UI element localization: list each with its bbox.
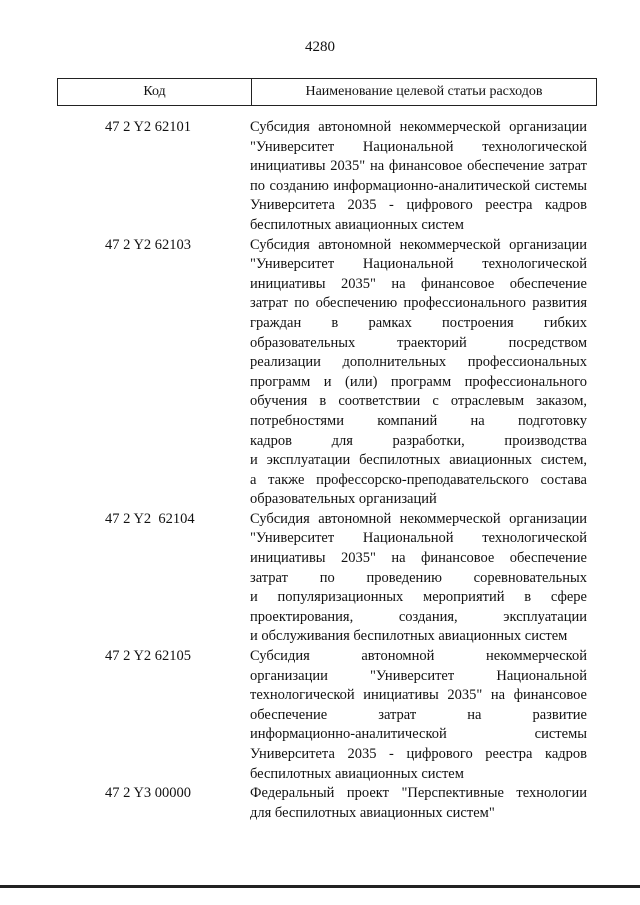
description-line: "Университет Национальной технологической [250,256,587,273]
header-code-column: Код [58,79,252,105]
description-line: кадров для разработки, производства [250,432,587,449]
description-line: инициативы 2035" на финансовое обеспечение [250,275,587,292]
description-line: реализации дополнительных профессиональных [250,354,587,371]
description-line: "Университет Национальной технологической [250,530,587,547]
description-line: программ и (или) программ профессионального [250,373,587,390]
description-line: образовательных траекторий посредством [250,334,587,351]
table-row [0,236,640,510]
description-line: беспилотных авиационных систем [250,216,464,233]
description-line: беспилотных авиационных систем [250,765,464,782]
description-line: организации "Университет Национальной [250,667,587,684]
description-line: инициативы 2035" на финансовое обеспечение затрат [250,158,587,175]
row-code: 47 2 Y3 00000 [105,785,192,802]
row-description [250,784,587,823]
description-line: и обслуживания беспилотных авиационных систем [250,628,568,645]
row-description [250,236,587,510]
description-line: затрат по проведению соревновательных [250,569,587,586]
description-line: Федеральный проект "Перспективные технологии [250,785,587,802]
description-line: и популяризационных мероприятий в сфере [250,589,587,606]
row-code: 47 2 Y2 62103 [105,236,192,253]
description-line: Субсидия автономной некоммерческой [250,648,587,665]
description-line: по созданию информационно-аналитической системы [250,177,587,194]
description-line: информационно-аналитической системы [250,726,587,743]
description-line: Университета 2035 - цифрового реестра кадров [250,746,587,762]
row-code: 47 2 Y2 62105 [105,648,192,665]
description-line: проектирования, создания, эксплуатации [250,608,587,625]
row-description [250,510,587,647]
page-number: 4280 [305,39,335,55]
row-code: 47 2 Y2 62104 [105,510,195,527]
row-code: 47 2 Y2 62101 [105,119,192,135]
row-description [250,647,587,784]
description-line: и эксплуатации беспилотных авиационных систем, [250,452,587,469]
table-body [0,118,640,823]
description-line: граждан в рамках построения гибких [250,314,587,331]
scan-bottom-edge [0,885,640,888]
table-row [0,784,640,823]
description-line: Субсидия автономной некоммерческой организации [250,119,587,135]
description-line: затрат по обеспечению профессионального развития [250,295,587,312]
description-line: технологической инициативы 2035" на финансовое [250,687,587,704]
description-line: Субсидия автономной некоммерческой организации [250,236,587,253]
description-line: обучения в соответствии с отраслевым заказом, [250,393,587,410]
description-line: образовательных организаций [250,491,437,508]
table-row [0,118,640,236]
description-line: "Университет Национальной технологической [250,138,587,155]
row-description [250,118,587,236]
table-header [57,78,597,106]
description-line: Университета 2035 - цифрового реестра кадров [250,197,587,214]
table-row [0,510,640,647]
description-line: для беспилотных авиационных систем" [250,804,495,821]
description-line: потребностями компаний на подготовку [250,412,587,429]
description-line: инициативы 2035" на финансовое обеспечение [250,550,587,567]
table-row [0,647,640,784]
description-line: Субсидия автономной некоммерческой организации [250,510,587,527]
header-name-column: Наименование целевой статьи расходов [305,84,543,99]
description-line: обеспечение затрат на развитие [250,706,587,723]
description-line: а также профессорско-преподавательского состава [250,471,587,488]
